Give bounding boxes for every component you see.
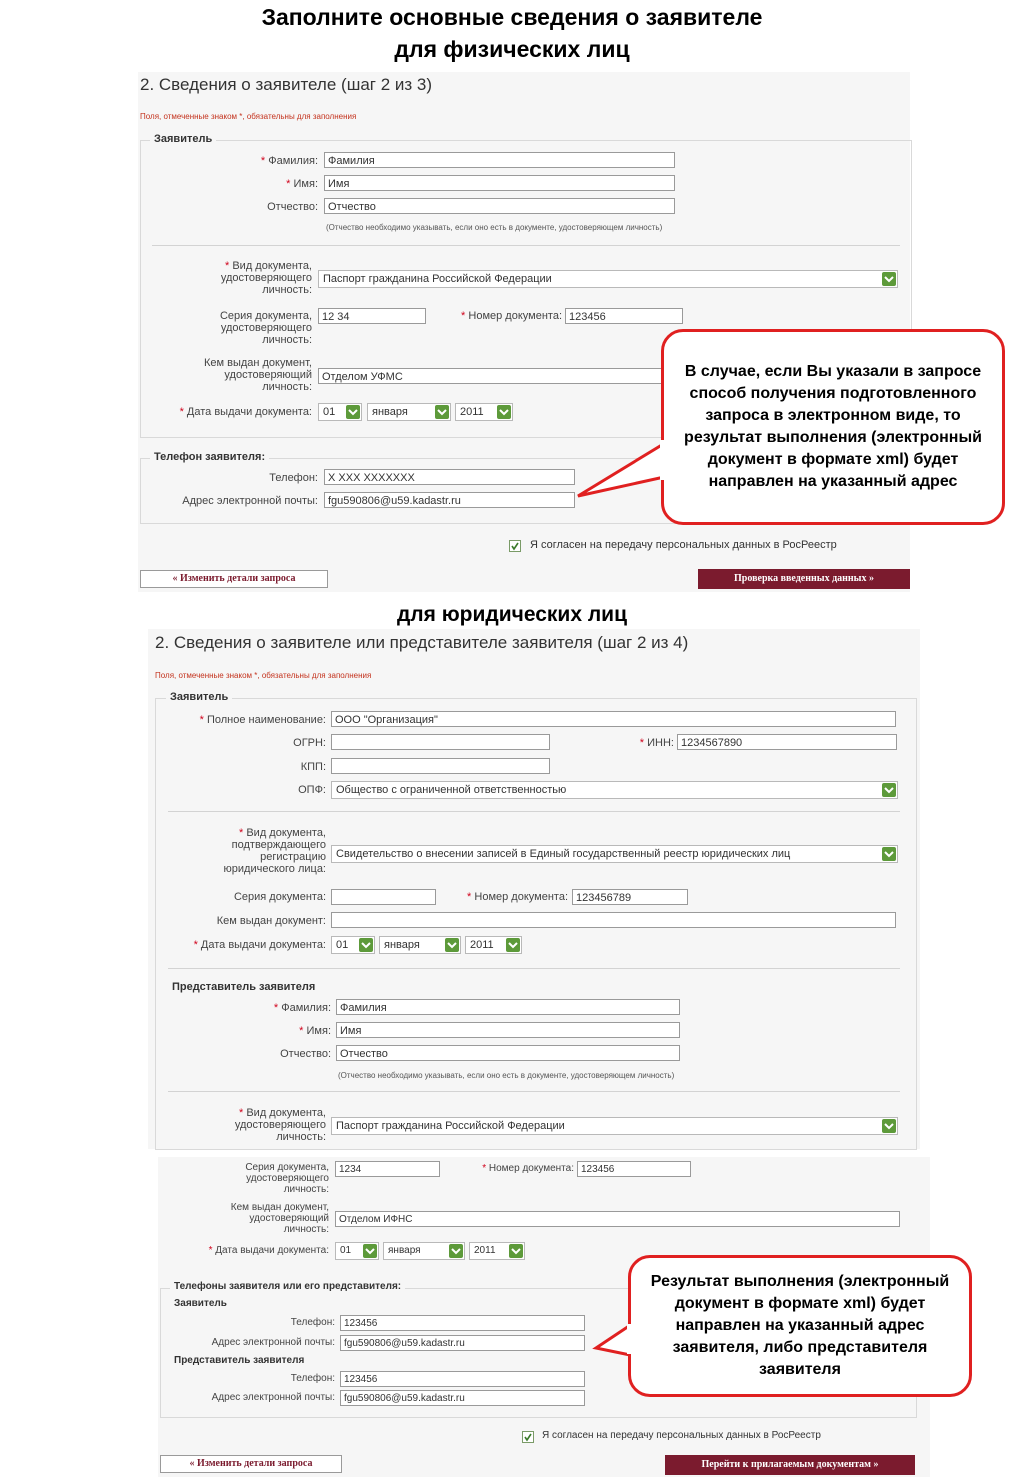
rep-patronymic-input[interactable]: Отчество: [336, 1045, 680, 1061]
legal-doc-series-label: Серия документа:: [233, 891, 326, 903]
attach-documents-button[interactable]: Перейти к прилагаемым документам »: [665, 1455, 915, 1475]
rep-surname-input[interactable]: Фамилия: [336, 999, 680, 1015]
divider: [168, 1091, 900, 1092]
legal-phone-input[interactable]: 123456: [340, 1315, 585, 1331]
representative-section: Представитель заявителя: [172, 981, 316, 993]
legal-issue-year-select[interactable]: 2011: [465, 936, 522, 954]
chevron-down-icon: [882, 783, 896, 797]
legal-issue-date-label: * Дата выдачи документа:: [193, 939, 326, 951]
rep-day-select[interactable]: 01: [335, 1242, 379, 1260]
rep-doc-type-label: * Вид документа, удостоверяющего личность:: [234, 1107, 326, 1143]
legal-issue-month-select[interactable]: января: [379, 936, 461, 954]
change-request-button[interactable]: « Изменить детали запроса: [140, 570, 328, 588]
chevron-down-icon: [509, 1244, 523, 1258]
rep-year-select[interactable]: 2011: [469, 1242, 525, 1260]
inn-label: * ИНН:: [639, 737, 674, 749]
patronymic-input[interactable]: Отчество: [324, 198, 675, 214]
legal-required-note: Поля, отмеченные знаком *, обязательны для заполнения: [155, 671, 372, 680]
fullname-input[interactable]: ООО "Организация": [331, 711, 896, 727]
chevron-down-icon: [449, 1244, 463, 1258]
rep-issued-input[interactable]: Отделом ИФНС: [335, 1211, 900, 1227]
chevron-down-icon: [445, 938, 459, 952]
rep-doc-type-select[interactable]: Паспорт гражданина Российской Федерации: [331, 1117, 898, 1135]
divider: [168, 968, 900, 969]
issue-year-select[interactable]: 2011: [455, 403, 513, 421]
legal-email-label: Адрес электронной почты:: [211, 1337, 335, 1348]
inn-input[interactable]: 1234567890: [677, 734, 897, 750]
chevron-down-icon: [359, 938, 373, 952]
chevron-down-icon: [506, 938, 520, 952]
email-input[interactable]: fgu590806@u59.kadastr.ru: [324, 492, 575, 508]
rep-number-input[interactable]: 123456: [577, 1161, 691, 1177]
issue-day-select[interactable]: 01: [318, 403, 362, 421]
callout-email-note: В случае, если Вы указали в запросе способ получения подготовленного запроса в электронном виде, то результат выполнения (электронный документ в формате xml) будет направлен на указанный адрес: [661, 329, 1005, 525]
rep-date-label: * Дата выдачи документа:: [208, 1245, 329, 1256]
rep-phone-label: Телефон:: [290, 1373, 335, 1384]
legal-change-request-button[interactable]: « Изменить детали запроса: [160, 1455, 342, 1473]
opf-select[interactable]: Общество с ограниченной ответственностью: [331, 781, 898, 799]
ogrn-input[interactable]: [331, 734, 550, 750]
legal-issued-by-label: Кем выдан документ:: [216, 915, 326, 927]
chevron-down-icon: [363, 1244, 377, 1258]
name-label: * Имя:: [286, 178, 318, 190]
page-subheading: для физических лиц: [394, 36, 630, 62]
chevron-down-icon: [346, 405, 360, 419]
rep-series-input[interactable]: 1234: [335, 1161, 440, 1177]
divider: [168, 811, 900, 812]
page-heading: Заполните основные сведения о заявителе: [261, 4, 763, 30]
rep-number-label: * Номер документа:: [482, 1163, 574, 1174]
rep-phone-input[interactable]: 123456: [340, 1371, 585, 1387]
phone-legend: Телефон заявителя:: [150, 451, 269, 463]
rep-name-input[interactable]: Имя: [336, 1022, 680, 1038]
phones-representative-label: Представитель заявителя: [174, 1355, 305, 1366]
applicant-legend: Заявитель: [150, 133, 216, 145]
check-data-button[interactable]: Проверка введенных данных »: [698, 569, 910, 589]
reg-doc-select[interactable]: Свидетельство о внесении записей в Единый государственный реестр юридических лиц: [331, 845, 898, 863]
chevron-down-icon: [882, 847, 896, 861]
ogrn-label: ОГРН:: [293, 737, 326, 749]
rep-issued-label: Кем выдан документ, удостоверяющий личность:: [230, 1202, 329, 1235]
legal-heading: для юридических лиц: [396, 603, 628, 626]
legal-issue-day-select[interactable]: 01: [331, 936, 375, 954]
doc-type-select[interactable]: Паспорт гражданина Российской Федерации: [318, 270, 898, 288]
rep-month-select[interactable]: января: [383, 1242, 465, 1260]
callout-result-note: Результат выполнения (электронный документ в формате xml) будет направлен на указанный адрес заявителя, либо представителя заявителя: [628, 1255, 972, 1397]
email-label: Адрес электронной почты:: [182, 495, 318, 507]
patronymic-hint: (Отчество необходимо указывать, если оно есть в документе, удостоверяющем личность): [326, 223, 663, 232]
doc-series-label: Серия документа, удостоверяющего личность:: [219, 310, 312, 346]
kpp-label: КПП:: [300, 761, 326, 773]
name-input[interactable]: Имя: [324, 175, 675, 191]
issued-by-input[interactable]: Отделом УФМС: [318, 368, 668, 384]
doc-series-input[interactable]: 12 34: [318, 308, 426, 324]
legal-issued-by-input[interactable]: [331, 912, 896, 928]
phones-applicant-label: Заявитель: [174, 1298, 227, 1309]
callout-joint: [660, 440, 666, 480]
surname-input[interactable]: Фамилия: [324, 152, 675, 168]
issued-by-label: Кем выдан документ, удостоверяющий личность:: [203, 357, 312, 393]
issue-date-label: * Дата выдачи документа:: [179, 406, 312, 418]
legal-applicant-legend: Заявитель: [166, 691, 232, 703]
rep-patronymic-hint: (Отчество необходимо указывать, если оно есть в документе, удостоверяющем личность): [338, 1071, 675, 1080]
legal-agree-checkbox[interactable]: [522, 1431, 534, 1443]
divider: [152, 245, 900, 246]
form-title: 2. Сведения о заявителе (шаг 2 из 3): [140, 75, 433, 94]
doc-type-label: * Вид документа, удостоверяющего личность:: [220, 260, 312, 296]
callout-joint: [627, 1324, 633, 1354]
phone-label: Телефон:: [269, 472, 318, 484]
agree-text: Я согласен на передачу персональных данных в РосРеестр: [530, 539, 837, 551]
legal-email-input[interactable]: fgu590806@u59.kadastr.ru: [340, 1335, 585, 1351]
chevron-down-icon: [882, 1119, 896, 1133]
surname-label: * Фамилия:: [260, 155, 318, 167]
doc-number-input[interactable]: 123456: [565, 308, 683, 324]
agree-checkbox[interactable]: [509, 540, 521, 552]
required-note: Поля, отмеченные знаком *, обязательны для заполнения: [140, 112, 357, 121]
issue-month-select[interactable]: января: [367, 403, 451, 421]
rep-series-label: Серия документа, удостоверяющего личность:: [245, 1162, 329, 1195]
rep-patronymic-label: Отчество:: [280, 1048, 331, 1060]
legal-doc-series-input[interactable]: [331, 889, 436, 905]
rep-surname-label: * Фамилия:: [273, 1002, 331, 1014]
rep-name-label: * Имя:: [299, 1025, 331, 1037]
legal-form-title: 2. Сведения о заявителе или представителе заявителя (шаг 2 из 4): [155, 633, 689, 652]
legal-agree-text: Я согласен на передачу персональных данных в РосРеестр: [542, 1430, 821, 1441]
patronymic-label: Отчество:: [267, 201, 318, 213]
rep-email-input[interactable]: fgu590806@u59.kadastr.ru: [340, 1390, 585, 1406]
phones-legend: Телефоны заявителя или его представителя:: [170, 1281, 405, 1292]
opf-label: ОПФ:: [298, 784, 326, 796]
legal-phone-label: Телефон:: [290, 1317, 335, 1328]
chevron-down-icon: [882, 272, 896, 286]
legal-doc-number-input[interactable]: 123456789: [572, 889, 688, 905]
reg-doc-label: * Вид документа, подтверждающего регистрацию юридического лица:: [223, 827, 326, 875]
doc-number-label: * Номер документа:: [461, 310, 562, 322]
legal-doc-number-label: * Номер документа:: [467, 891, 568, 903]
kpp-input[interactable]: [331, 758, 550, 774]
chevron-down-icon: [435, 405, 449, 419]
rep-email-label: Адрес электронной почты:: [211, 1392, 335, 1403]
fullname-label: * Полное наименование:: [199, 714, 326, 726]
chevron-down-icon: [497, 405, 511, 419]
phone-input[interactable]: X XXX XXXXXXX: [324, 469, 575, 485]
